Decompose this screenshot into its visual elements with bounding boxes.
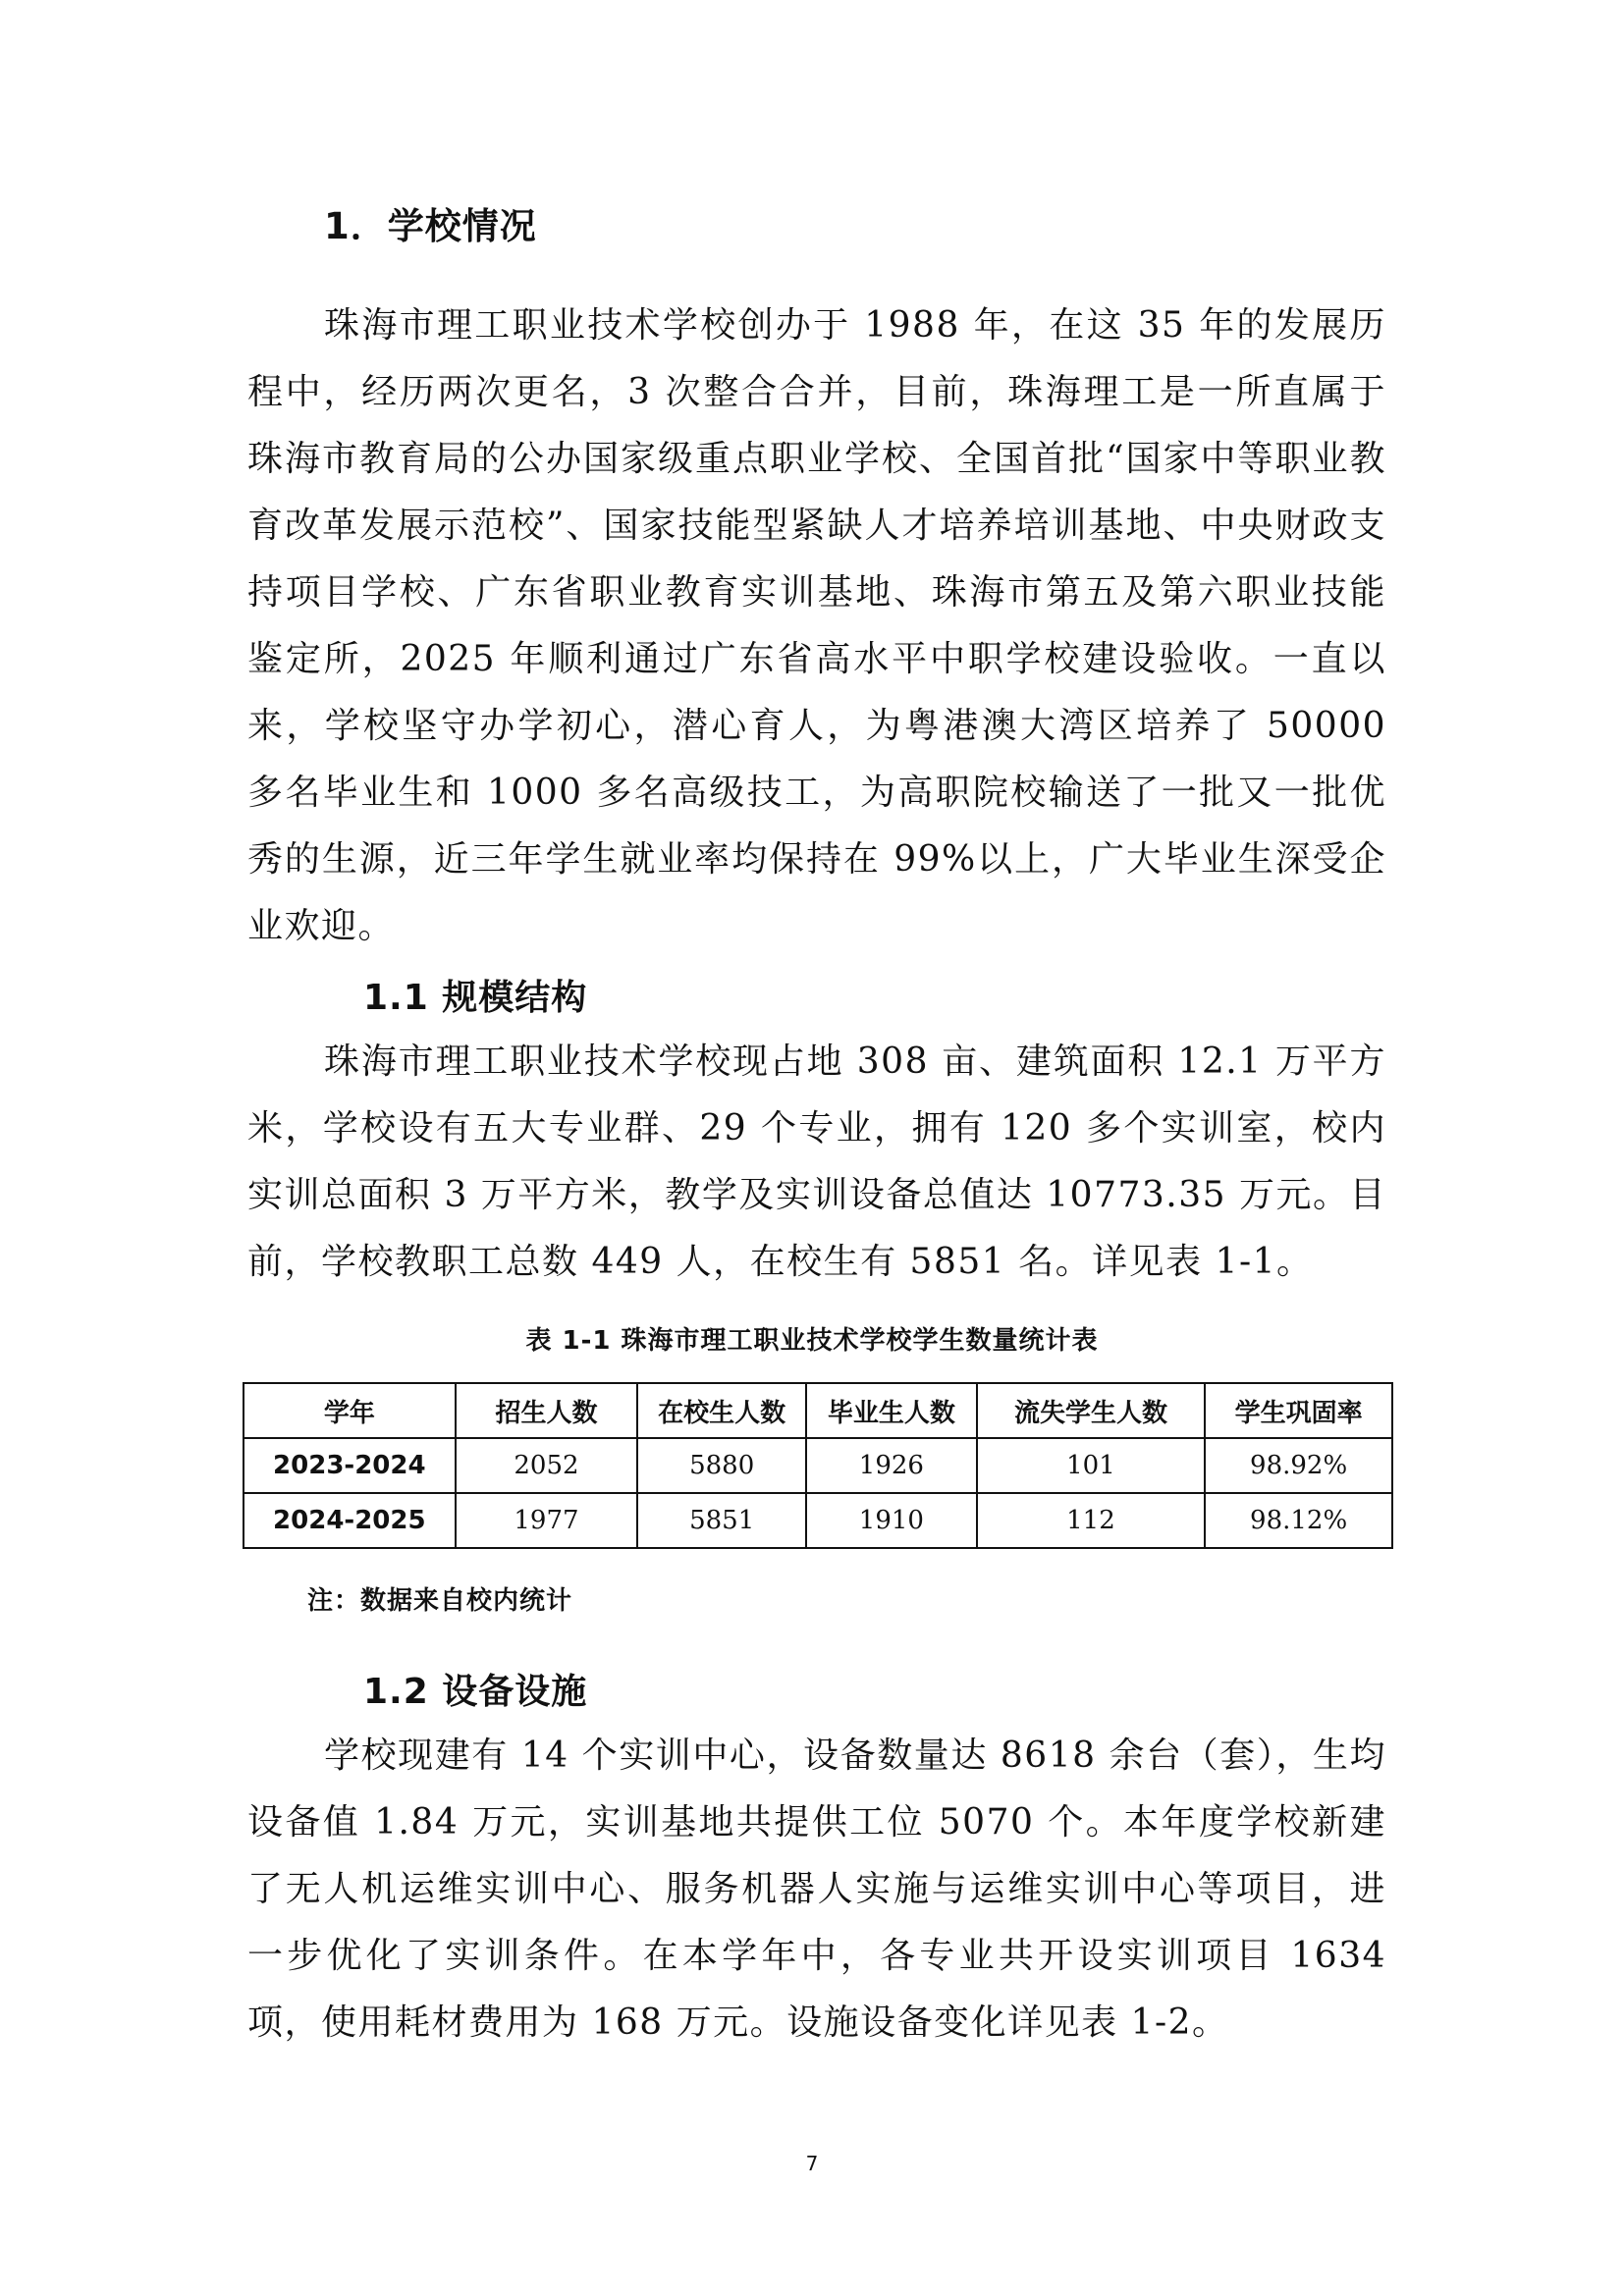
header-graduates: 毕业生人数: [806, 1383, 977, 1438]
scale-paragraph: 珠海市理工职业技术学校现占地 308 亩、建筑面积 12.1 万平方米，学校设有五大专业群、29 个专业，拥有 120 多个实训室，校内实训总面积 3 万平方米，教学及实训设备总值达 10773.35 万元。目前，学校教职工总数 449 人，在校生有 5851 名。详见表 1-1。: [247, 1041, 1386, 1282]
cell-graduates: 1926: [806, 1438, 977, 1493]
cell-retention: 98.92%: [1205, 1438, 1392, 1493]
table-note: 注：数据来自校内统计: [307, 1586, 573, 1616]
table-row: [244, 1438, 1392, 1493]
student-stats-table: [243, 1382, 1393, 1549]
cell-enrolled: 2052: [456, 1438, 638, 1493]
scale-heading: 1.1 规模结构: [363, 978, 588, 1018]
cell-graduates: 1910: [806, 1493, 977, 1548]
cell-current: 5880: [637, 1438, 806, 1493]
header-dropouts: 流失学生人数: [977, 1383, 1206, 1438]
cell-enrolled: 1977: [456, 1493, 638, 1548]
page-number: 7: [805, 2152, 819, 2175]
cell-dropouts: 112: [977, 1493, 1206, 1548]
header-year: 学年: [244, 1383, 456, 1438]
intro-paragraph: 珠海市理工职业技术学校创办于 1988 年，在这 35 年的发展历程中，经历两次更名，3 次整合合并，目前，珠海理工是一所直属于珠海市教育局的公办国家级重点职业学校、全国首批“国家中等职业教育改革发展示范校”、国家技能型紧缺人才培养培训基地、中央财政支持项目学校、广东省职业教育实训基地、珠海市第五及第六职业技能鉴定所，2025 年顺利通过广东省高水平中职学校建设验收。一直以来，学校坚守办学初心，潜心育人，为粤港澳大湾区培养了 50000 多名毕业生和 1000 多名高级技工，为高职院校输送了一批又一批优秀的生源，近三年学生就业率均保持在 99%以上，广大毕业生深受企业欢迎。: [247, 305, 1386, 946]
table-caption: 表 1-1 珠海市理工职业技术学校学生数量统计表: [525, 1326, 1099, 1356]
facilities-heading: 1.2 设备设施: [363, 1672, 588, 1712]
cell-year: 2024-2025: [244, 1493, 456, 1548]
cell-current: 5851: [637, 1493, 806, 1548]
header-current: 在校生人数: [637, 1383, 806, 1438]
cell-year: 2023-2024: [244, 1438, 456, 1493]
header-retention: 学生巩固率: [1205, 1383, 1392, 1438]
facilities-paragraph: 学校现建有 14 个实训中心，设备数量达 8618 余台（套），生均设备值 1.84 万元，实训基地共提供工位 5070 个。本年度学校新建了无人机运维实训中心、服务机器人实施与运维实训中心等项目，进一步优化了实训条件。在本学年中，各专业共开设实训项目 1634 项，使用耗材费用为 168 万元。设施设备变化详见表 1-2。: [247, 1735, 1386, 2043]
table-header-row: [244, 1383, 1392, 1438]
table-row: [244, 1493, 1392, 1548]
section-heading: 1．学校情况: [324, 205, 537, 247]
cell-dropouts: 101: [977, 1438, 1206, 1493]
cell-retention: 98.12%: [1205, 1493, 1392, 1548]
header-enrolled: 招生人数: [456, 1383, 638, 1438]
